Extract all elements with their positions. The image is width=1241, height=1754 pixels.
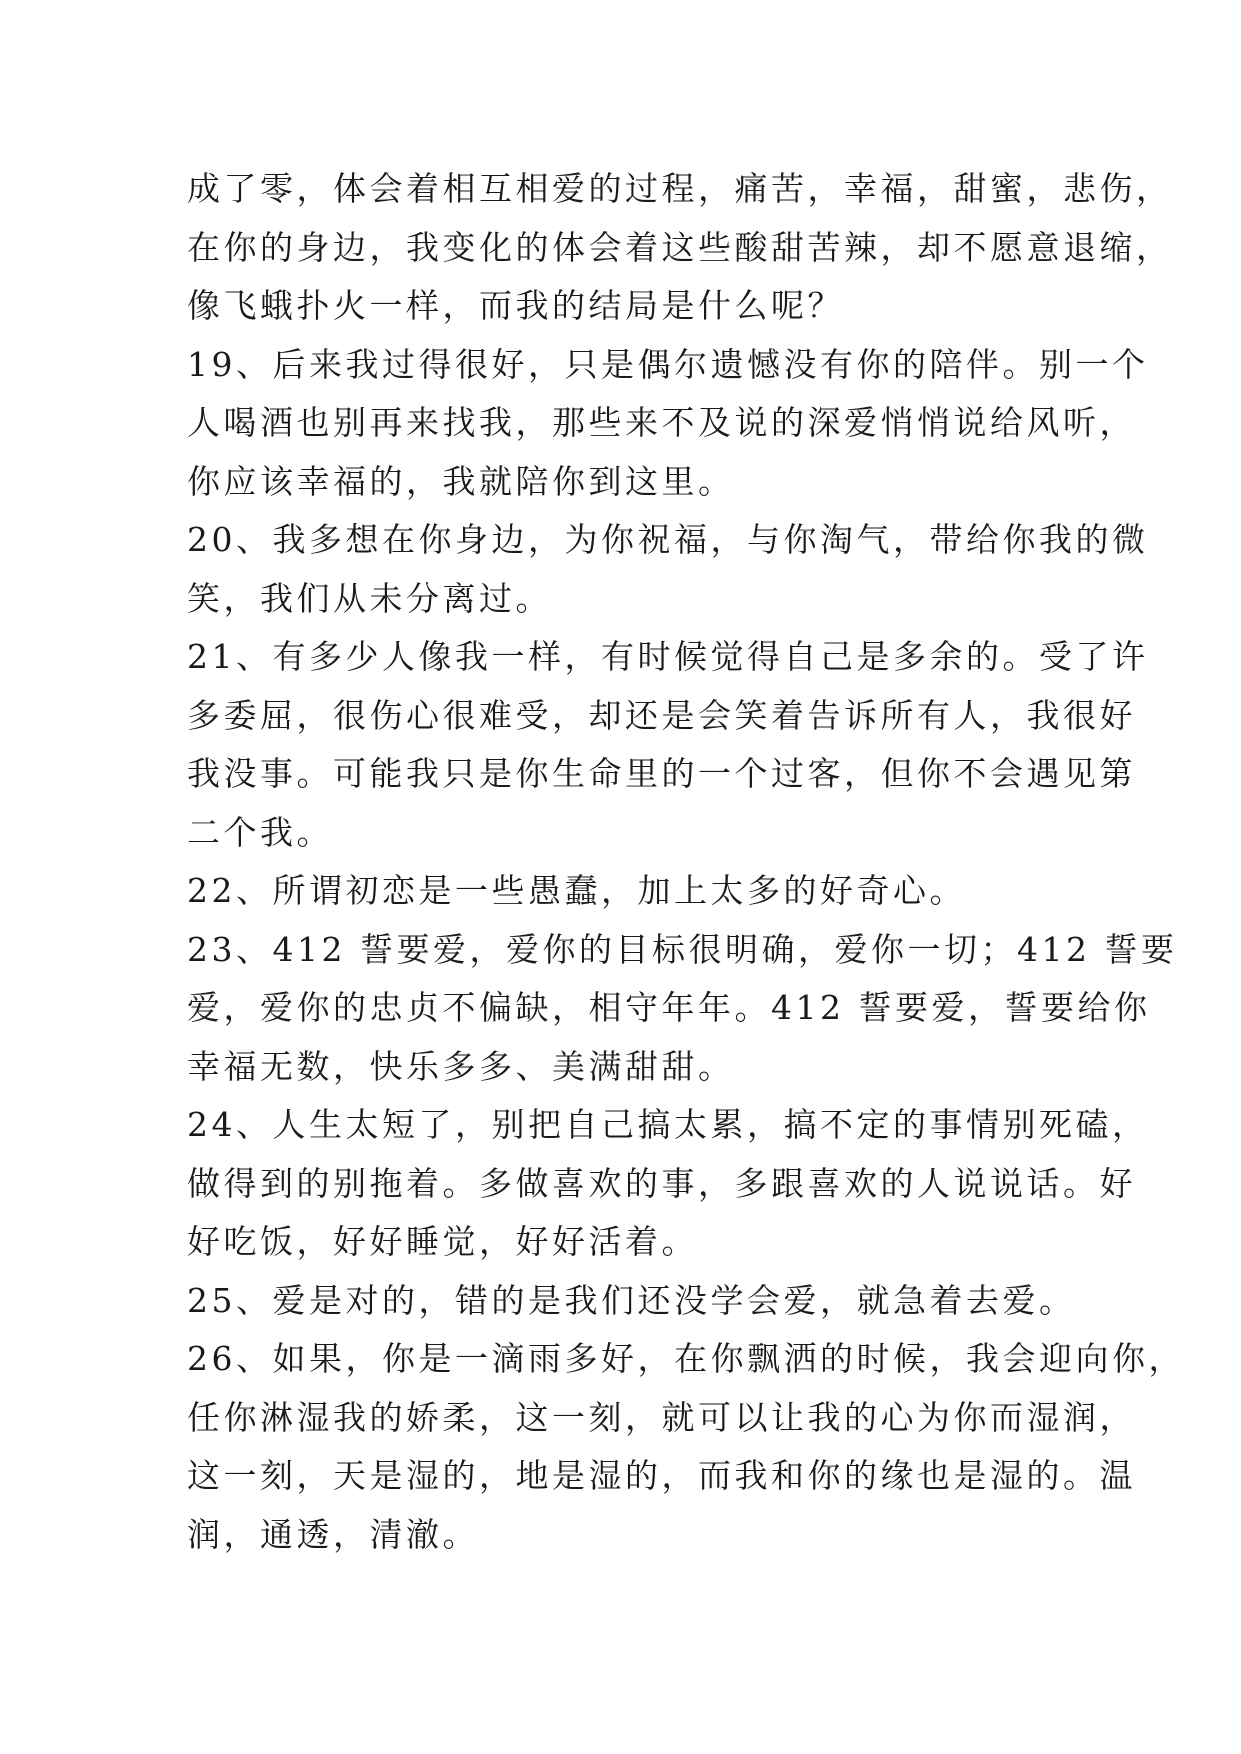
text-line: 我没事。可能我只是你生命里的一个过客，但你不会遇见第 xyxy=(187,754,1136,793)
text-line: 润，通透，清澈。 xyxy=(187,1514,479,1554)
document-body xyxy=(187,160,1185,1564)
text-line: 25、爱是对的，错的是我们还没学会爱，就急着去爱。 xyxy=(187,1280,1076,1320)
text-line: 做得到的别拖着。多做喜欢的事，多跟喜欢的人说说话。好 xyxy=(187,1163,1136,1203)
text-line: 21、有多少人像我一样，有时候觉得自己是多余的。受了许 xyxy=(187,637,1149,676)
text-line: 幸福无数，快乐多多、美满甜甜。 xyxy=(187,1046,735,1086)
text-line: 爱，爱你的忠贞不偏缺，相守年年。412 誓要爱，誓要给你 xyxy=(187,988,1151,1027)
text-line: 22、所谓初恋是一些愚蠢，加上太多的好奇心。 xyxy=(187,871,966,910)
text-line: 成了零，体会着相互相爱的过程，痛苦，幸福，甜蜜，悲伤， xyxy=(187,169,1173,208)
text-line: 二个我。 xyxy=(187,812,333,852)
text-line: 任你淋湿我的娇柔，这一刻，就可以让我的心为你而湿润， xyxy=(187,1397,1136,1437)
text-line: 笑，我们从未分离过。 xyxy=(187,578,552,618)
text-line: 23、412 誓要爱，爱你的目标很明确，爱你一切；412 誓要 xyxy=(187,929,1178,969)
text-line: 像飞蛾扑火一样，而我的结局是什么呢？ xyxy=(187,286,844,325)
text-line: 好吃饭，好好睡觉，好好活着。 xyxy=(187,1222,698,1261)
text-line: 19、后来我过得很好，只是偶尔遗憾没有你的陪伴。别一个 xyxy=(187,344,1149,384)
text-line: 多委屈，很伤心很难受，却还是会笑着告诉所有人，我很好 xyxy=(187,695,1136,735)
text-line: 你应该幸福的，我就陪你到这里。 xyxy=(187,461,735,501)
text-line: 人喝酒也别再来找我，那些来不及说的深爱悄悄说给风听， xyxy=(187,403,1136,442)
text-line: 这一刻，天是湿的，地是湿的，而我和你的缘也是湿的。温 xyxy=(187,1456,1136,1495)
text-line: 26、如果，你是一滴雨多好，在你飘洒的时候，我会迎向你， xyxy=(187,1339,1185,1378)
text-line: 20、我多想在你身边，为你祝福，与你淘气，带给你我的微 xyxy=(187,520,1149,559)
text-line: 24、人生太短了，别把自己搞太累，搞不定的事情别死磕， xyxy=(187,1105,1149,1144)
text-line: 在你的身边，我变化的体会着这些酸甜苦辣，却不愿意退缩， xyxy=(187,227,1173,267)
